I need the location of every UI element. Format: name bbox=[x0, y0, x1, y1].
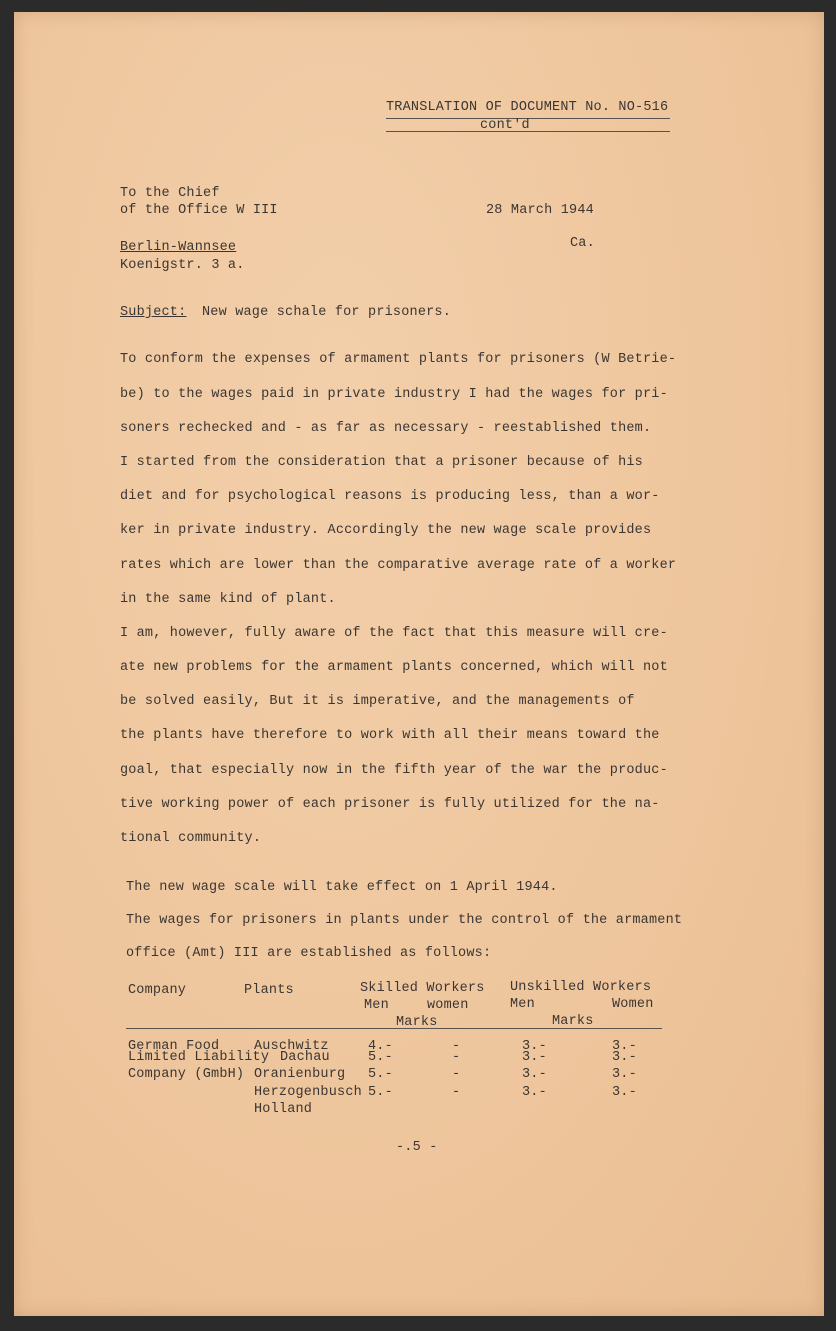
header-plants: Plants bbox=[244, 983, 294, 998]
table-cell-skilled-men: 5.- bbox=[368, 1085, 393, 1100]
body-line: ker in private industry. Accordingly the new wage scale provides bbox=[120, 523, 652, 538]
body-line: soners rechecked and - as far as necessary - reestablished them. bbox=[120, 421, 652, 436]
body-line: To conform the expenses of armament plants for prisoners (W Betrie- bbox=[120, 352, 677, 367]
body-line: rates which are lower than the comparative average rate of a worker bbox=[120, 558, 677, 573]
body-line: be solved easily, But it is imperative, and the managements of bbox=[120, 694, 635, 709]
header-marks-unskilled: Marks bbox=[552, 1014, 594, 1029]
body-line: I am, however, fully aware of the fact that this measure will cre- bbox=[120, 626, 668, 641]
subject-text: New wage schale for prisoners. bbox=[202, 305, 452, 320]
company-line: Company (GmbH) bbox=[128, 1067, 245, 1082]
table-cell-unskilled-men: 3.- bbox=[522, 1050, 547, 1065]
table-cell-plant: Auschwitz bbox=[254, 1039, 329, 1054]
effect-line: office (Amt) III are established as follows: bbox=[126, 946, 492, 961]
document-subtitle: cont'd bbox=[480, 118, 530, 133]
company-line: German Food bbox=[128, 1039, 220, 1054]
address-street: Koenigstr. 3 a. bbox=[120, 258, 245, 273]
page-number: -.5 - bbox=[396, 1140, 438, 1155]
table-cell-unskilled-women: 3.- bbox=[612, 1039, 637, 1054]
table-cell-unskilled-men: 3.- bbox=[522, 1085, 547, 1100]
table-cell-unskilled-women: 3.- bbox=[612, 1085, 637, 1100]
initials: Ca. bbox=[570, 236, 595, 251]
table-cell-unskilled-women: 3.- bbox=[612, 1050, 637, 1065]
header-unskilled: Unskilled Workers bbox=[510, 980, 652, 995]
document-date: 28 March 1944 bbox=[486, 203, 594, 218]
effect-line: The new wage scale will take effect on 1 April 1944. bbox=[126, 880, 558, 895]
table-header-rule bbox=[126, 1028, 662, 1029]
table-cell-skilled-women: - bbox=[452, 1050, 461, 1065]
table-cell-plant: Herzogenbusch bbox=[254, 1085, 362, 1100]
header-marks-skilled: Marks bbox=[396, 1015, 438, 1030]
address-city: Berlin-Wannsee bbox=[120, 240, 237, 255]
subject-label: Subject: bbox=[120, 305, 187, 320]
body-line: be) to the wages paid in private industry I had the wages for pri- bbox=[120, 387, 668, 402]
subtitle-rule bbox=[386, 131, 670, 132]
table-cell-plant: Dachau bbox=[280, 1050, 330, 1065]
table-cell-skilled-women: - bbox=[452, 1039, 461, 1054]
body-line: goal, that especially now in the fifth year of the war the produc- bbox=[120, 763, 668, 778]
company-line: Limited Liability bbox=[128, 1050, 270, 1065]
header-company: Company bbox=[128, 983, 187, 998]
document-title: TRANSLATION OF DOCUMENT No. NO-516 bbox=[386, 100, 669, 115]
table-cell-plant: Oranienburg bbox=[254, 1067, 346, 1082]
table-cell-unskilled-men: 3.- bbox=[522, 1039, 547, 1054]
table-cell-plant-extra: Holland bbox=[254, 1102, 313, 1117]
table-cell-skilled-men: 5.- bbox=[368, 1050, 393, 1065]
table-cell-skilled-women: - bbox=[452, 1067, 461, 1082]
body-line: tive working power of each prisoner is fully utilized for the na- bbox=[120, 797, 660, 812]
header-skilled: Skilled Workers bbox=[360, 981, 485, 996]
body-line: in the same kind of plant. bbox=[120, 592, 336, 607]
address-line-2: of the Office W III bbox=[120, 203, 278, 218]
body-line: tional community. bbox=[120, 831, 262, 846]
header-skilled-men: Men bbox=[364, 998, 389, 1013]
header-unskilled-women: Women bbox=[612, 997, 654, 1012]
body-line: ate new problems for the armament plants concerned, which will not bbox=[120, 660, 668, 675]
body-line: the plants have therefore to work with all their means toward the bbox=[120, 728, 660, 743]
table-cell-skilled-women: - bbox=[452, 1085, 461, 1100]
table-cell-unskilled-men: 3.- bbox=[522, 1067, 547, 1082]
header-skilled-women: women bbox=[427, 998, 469, 1013]
body-line: diet and for psychological reasons is producing less, than a wor- bbox=[120, 489, 660, 504]
table-cell-unskilled-women: 3.- bbox=[612, 1067, 637, 1082]
address-line-1: To the Chief bbox=[120, 186, 220, 201]
header-unskilled-men: Men bbox=[510, 997, 535, 1012]
table-cell-skilled-men: 5.- bbox=[368, 1067, 393, 1082]
table-cell-skilled-men: 4.- bbox=[368, 1039, 393, 1054]
effect-line: The wages for prisoners in plants under the control of the armament bbox=[126, 913, 683, 928]
body-line: I started from the consideration that a prisoner because of his bbox=[120, 455, 643, 470]
